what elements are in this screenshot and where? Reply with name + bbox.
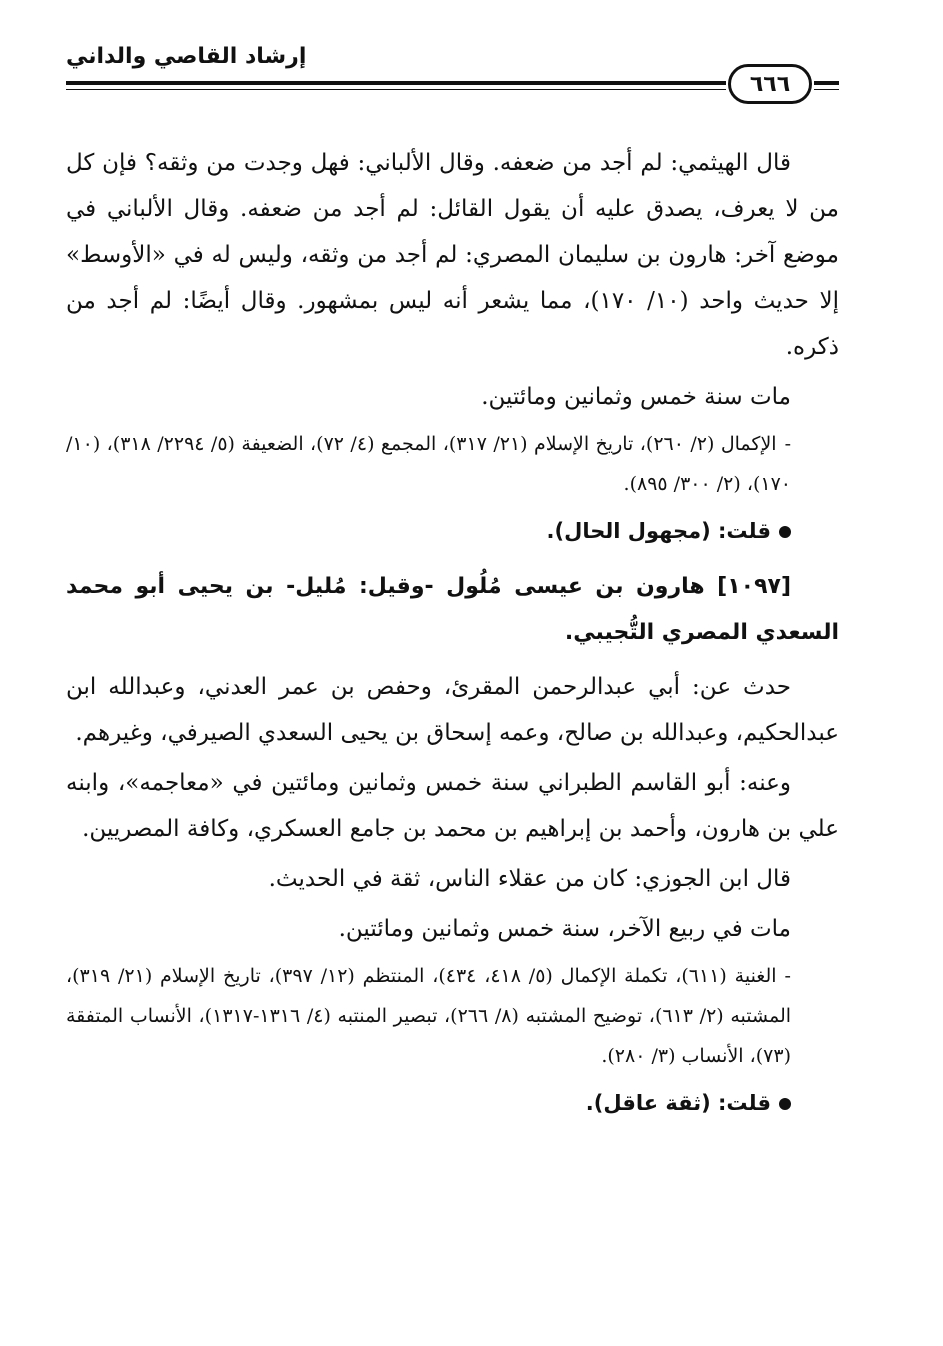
references-2	[66, 956, 839, 1076]
paragraph-students: وعنه: أبو القاسم الطبراني سنة خمس وثمانين ومائتين في «معاجمه»، وابنه علي بن هارون، وأحمد بن إبراهيم بن محمد بن جامع العسكري، وكافة المصريين.	[66, 770, 839, 842]
death-note-2: مات في ربيع الآخر، سنة خمس وثمانين ومائتين.	[338, 916, 791, 942]
ibn-jawzi-quote: قال ابن الجوزي: كان من عقلاء الناس، ثقة في الحديث.	[268, 866, 791, 892]
page-number: ٦٦٦	[728, 64, 812, 104]
footnote-dash: -	[784, 433, 791, 455]
references-2-text: الغنية (٦١١)، تكملة الإكمال (٥/ ٤١٨، ٤٣٤)، المنتظم (١٢/ ٣٩٧)، تاريخ الإسلام (٢١/ ٣١٩)، المشتبه (٢/ ٦١٣)، توضيح المشتبه (٨/ ٢٦٦)، تبصير المنتبه (٤/ ١٣١٦-١٣١٧)، الأنساب المتفقة (٧٣)، الأنساب (٣/ ٢٨٠).	[66, 965, 792, 1067]
book-title: إرشاد القاصي والداني	[66, 44, 307, 69]
entry-heading-1097: [١٠٩٧] هارون بن عيسى مُلُول -وقيل: مُليل- بن يحيى أبو محمد السعدي المصري التُّجيبي.	[66, 574, 839, 645]
header-rule-thin	[66, 89, 726, 90]
bullet-icon	[779, 1098, 791, 1110]
header-rule-stub-thick	[814, 81, 839, 85]
header-rule-thick	[66, 81, 726, 85]
page-body	[66, 140, 839, 1136]
paragraph-haythami-albani: قال الهيثمي: لم أجد من ضعفه. وقال الألباني: فهل وجدت من وثقه؟ فإن كل من لا يعرف، يصدق عليه أن يقول القائل: لم أجد من ضعفه. وقال الألباني في موضع آخر: هارون بن سليمان المصري: لم أجد من وثقه، وليس له في «الأوسط» إلا حديث واحد (١٠/ ١٧٠)، مما يشعر أنه ليس بمشهور. وقال أيضًا: لم أجد من ذكره.	[66, 150, 839, 360]
death-note-1: مات سنة خمس وثمانين ومائتين.	[481, 384, 791, 410]
verdict-2	[66, 1080, 839, 1126]
bullet-icon	[779, 526, 791, 538]
header-rule-stub-thin	[814, 89, 839, 90]
references-1	[66, 424, 839, 504]
verdict-1	[66, 508, 839, 554]
verdict-1-text: قلت: (مجهول الحال).	[546, 519, 771, 543]
page-header	[66, 34, 839, 104]
footnote-dash: -	[784, 965, 791, 987]
paragraph-teachers: حدث عن: أبي عبدالرحمن المقرئ، وحفص بن عمر العدني، وعبدالله ابن عبدالحكيم، وعبدالله بن صالح، وعمه إسحاق بن يحيى السعدي الصيرفي، وغيرهم.	[66, 674, 839, 746]
verdict-2-text: قلت: (ثقة عاقل).	[585, 1091, 771, 1115]
references-1-text: الإكمال (٢/ ٢٦٠)، تاريخ الإسلام (٢١/ ٣١٧)، المجمع (٤/ ٧٢)، الضعيفة (٥/ ٢٢٩٤/ ٣١٨)، (١٠/ ١٧٠)، (٢/ ٣٠٠/ ٨٩٥).	[66, 433, 791, 495]
